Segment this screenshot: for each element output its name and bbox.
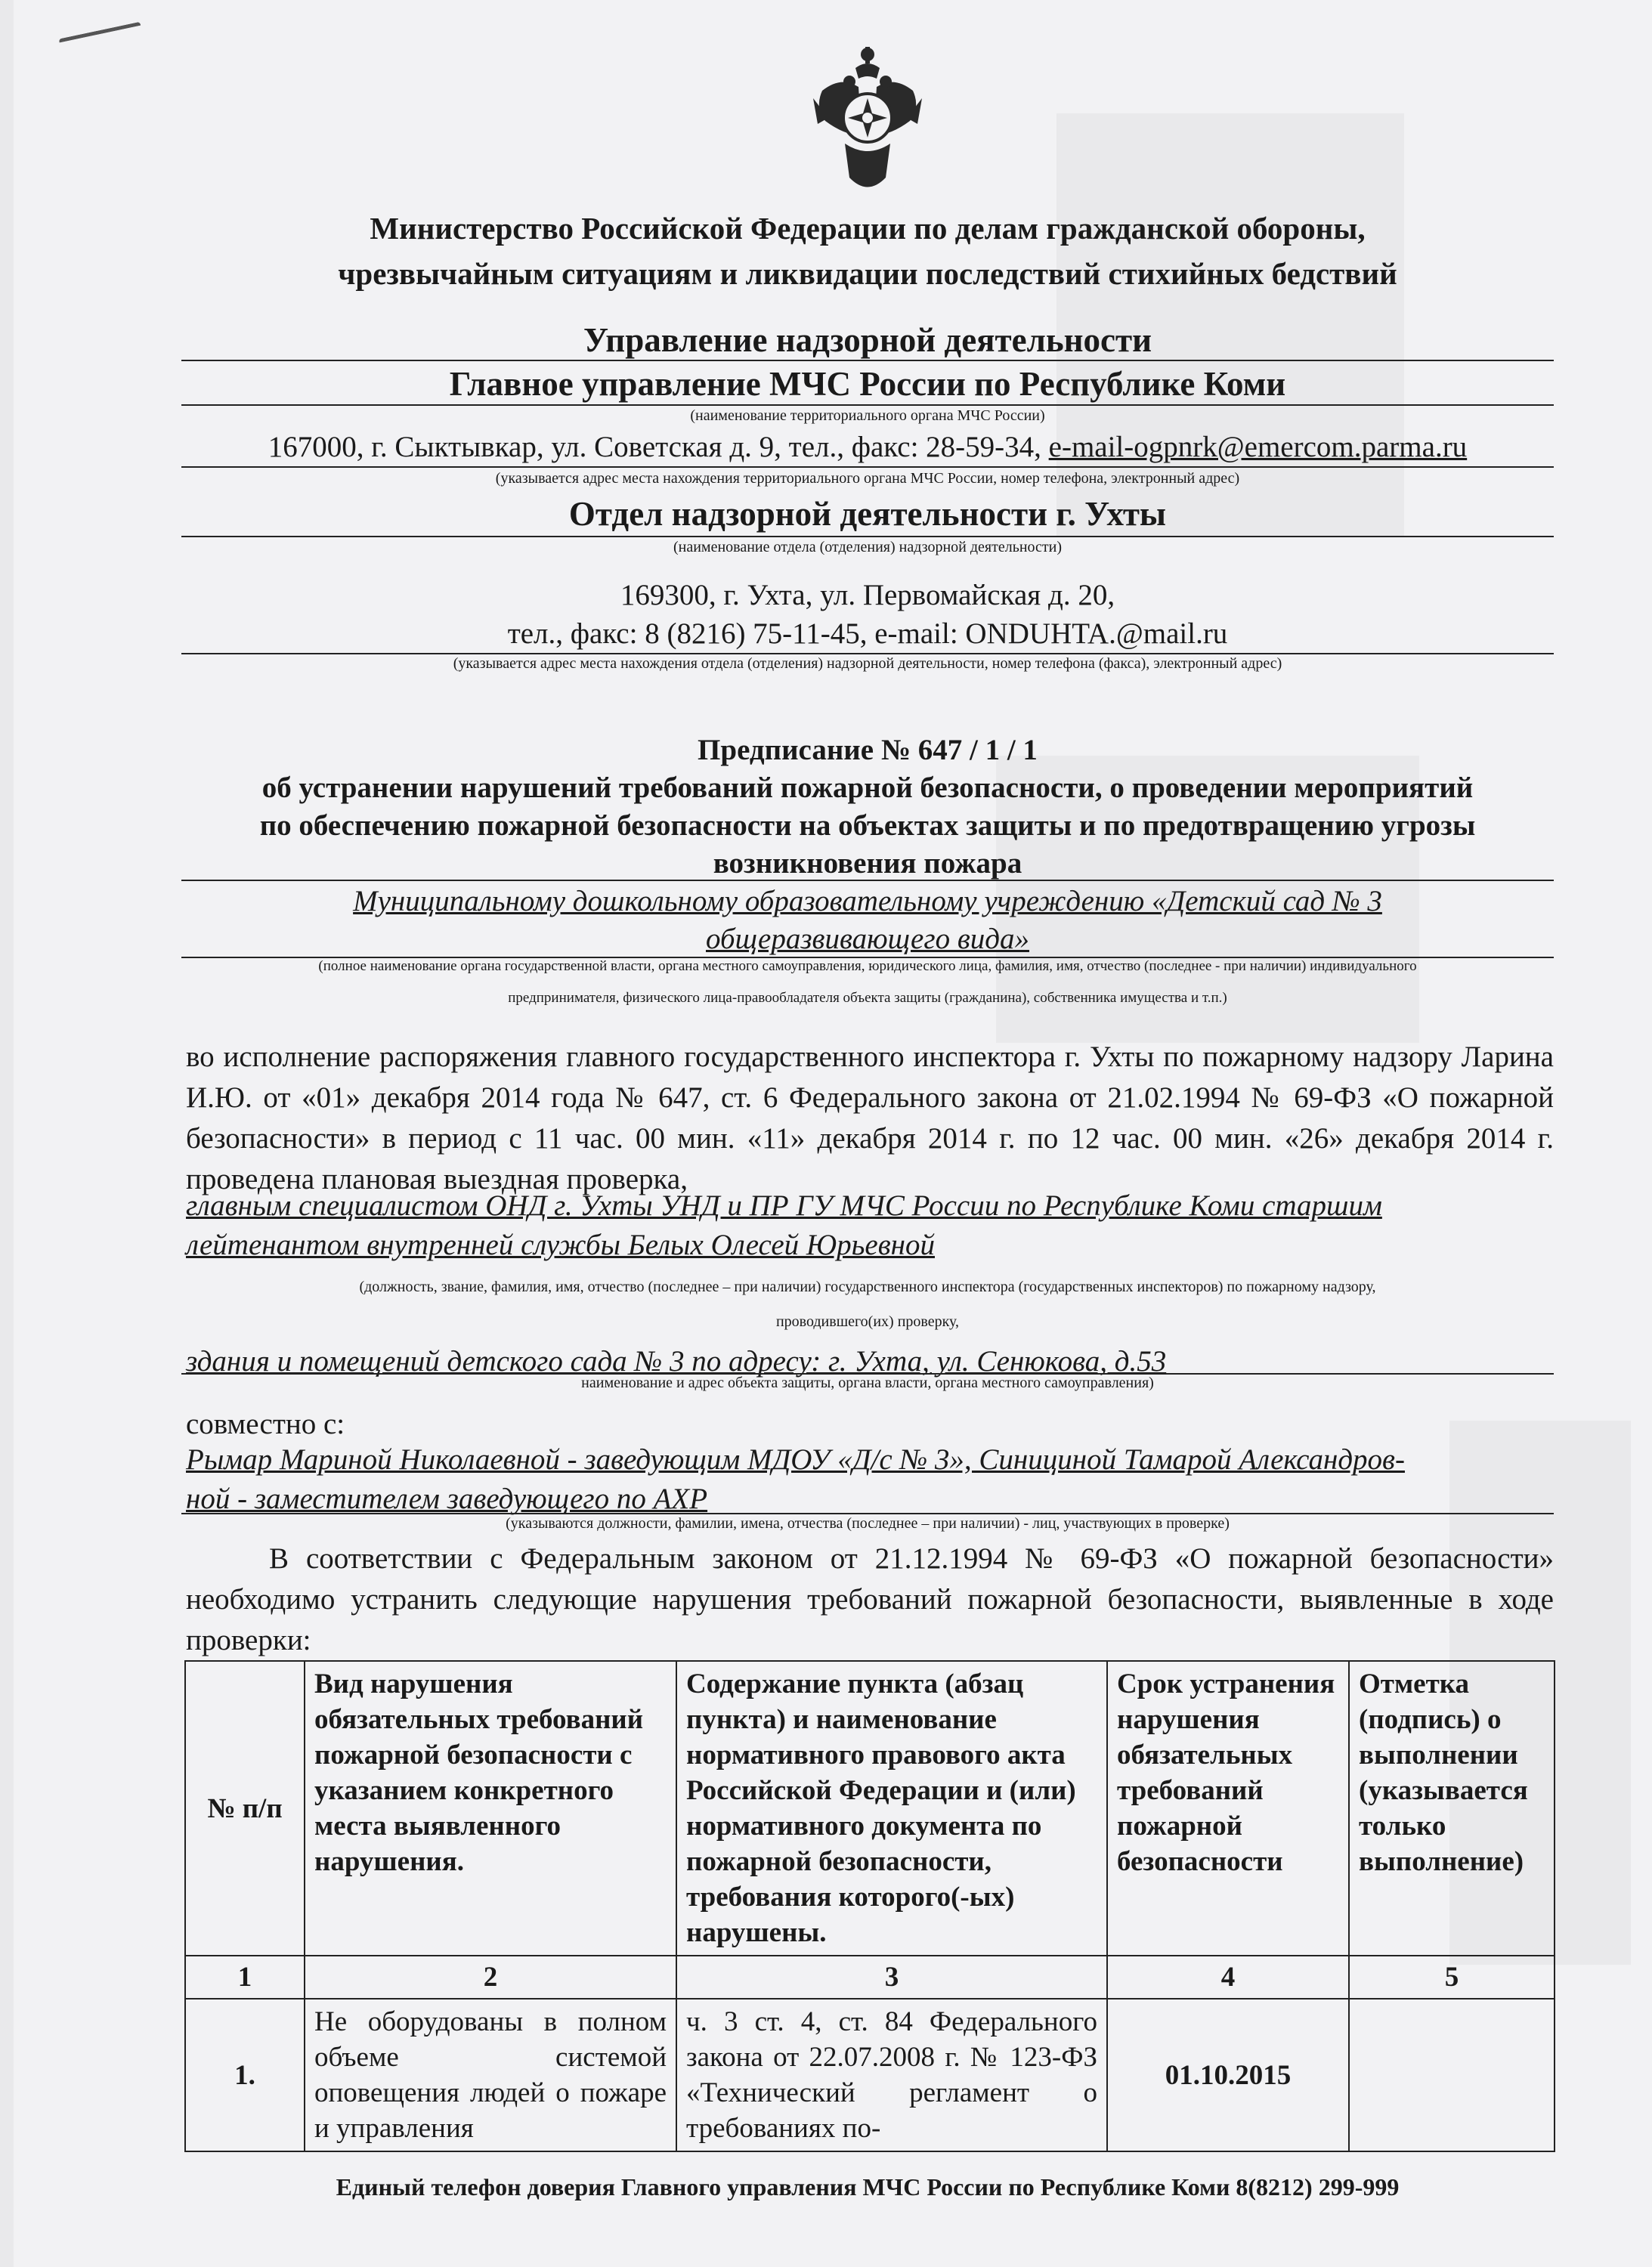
header-number: № п/п — [185, 1661, 305, 1956]
row-number: 1. — [185, 1999, 305, 2151]
department-contact-line: тел., факс: 8 (8216) 75-11-45, e-mail: ONDUHTA.@mail.ru — [507, 617, 1228, 650]
caption-line: предпринимателя, физического лица-правообладателя объекта защиты (гражданина), собственника имущества и т.п.) — [508, 990, 1227, 1006]
divider — [181, 536, 1554, 537]
field-caption: (указывается адрес места нахождения территориального органа МЧС России, номер телефона, электронный адрес) — [495, 470, 1240, 487]
ministry-name — [180, 206, 1555, 296]
violations-table — [184, 1660, 1555, 2152]
header-mark: Отметка (подпись) о выполнении (указывается только выполнение) — [1349, 1661, 1555, 1956]
table-row — [185, 1999, 1555, 2151]
header-violation: Вид нарушения обязательных требований пожарной безопасности с указанием конкретного места выявленного нарушения. — [305, 1661, 676, 1956]
inspected-object: здания и помещений детского сада № 3 по адресу: г. Ухта, ул. Сенюкова, д.53 — [186, 1345, 1167, 1378]
field-caption: (наименование территориального органа МЧС России) — [690, 407, 1045, 424]
subtitle-line: возникновения пожара — [713, 847, 1022, 880]
department-title: Отдел надзорной деятельности г. Ухты — [568, 495, 1167, 533]
ministry-line: Министерство Российской Федерации по делам гражданской обороны, — [370, 211, 1366, 246]
table-header-row — [185, 1661, 1555, 1956]
basis-paragraph: во исполнение распоряжения главного государственного инспектора г. Ухты по пожарному надзору Ларина И.Ю. от «01» декабря 2014 года № 647, ст. 6 Федерального закона от 21.02.1994 № 69-ФЗ «О пожарной безопасности» в период с 11 час. 00 мин. «11» декабря 2014 г. по 12 час. 00 мин. «26» декабря 2014 г. проведена плановая выездная проверка, — [186, 1041, 1554, 1195]
header-norm: Содержание пункта (абзац пункта) и наименование нормативного правового акта Российской Федерации и (или) нормативного документа по пожарной безопасности, требования которого(-ых) нарушены. — [676, 1661, 1107, 1956]
divider — [181, 360, 1554, 361]
inspector-caption — [180, 1270, 1555, 1339]
main-address — [180, 429, 1555, 465]
recipient-caption — [165, 951, 1570, 1014]
participants — [186, 1440, 1554, 1519]
inspector — [186, 1186, 1554, 1265]
divider — [181, 466, 1554, 468]
main-address-text: 167000, г. Сыктывкар, ул. Советская д. 9, тел., факс: 28-59-34, — [268, 431, 1049, 463]
column-number-row — [185, 1956, 1555, 1999]
pen-mark — [59, 22, 143, 51]
inspector-line: главным специалистом ОНД г. Ухты УНД и ПР ГУ МЧС России по Республике Коми старшим — [186, 1189, 1382, 1222]
column-number: 3 — [676, 1956, 1107, 1999]
violation-cell: Не оборудованы в полном объеме системой оповещения людей о пожаре и управления — [305, 1999, 676, 2151]
column-number: 1 — [185, 1956, 305, 1999]
subtitle-line: об устранении нарушений требований пожарной безопасности, о проведении мероприятий — [261, 772, 1474, 804]
norm-cell: ч. 3 ст. 4, ст. 84 Федерального закона от 22.07.2008 г. № 123-ФЗ «Технический регламент о требованиях по- — [676, 1999, 1107, 2151]
mark-cell — [1349, 1999, 1555, 2151]
column-number: 4 — [1107, 1956, 1349, 1999]
trust-hotline-footer: Единый телефон доверия Главного управления МЧС России по Республике Коми 8(8212) 299-999 — [336, 2173, 1400, 2201]
prescription-title: Предписание № 647 / 1 / 1 — [698, 734, 1038, 766]
ministry-line: чрезвычайным ситуациям и ликвидации последствий стихийных бедствий — [338, 256, 1397, 291]
field-caption: (наименование отдела (отделения) надзорной деятельности) — [673, 539, 1063, 555]
deadline-cell: 01.10.2015 — [1107, 1999, 1349, 2151]
caption-line: проводившего(их) проверку, — [775, 1313, 960, 1330]
prescription-subtitle — [180, 769, 1555, 883]
emercom-emblem-icon — [807, 45, 928, 200]
field-caption: (указывается адрес места нахождения отдела (отделения) надзорной деятельности, номер телефона (факса), электронный адрес) — [453, 655, 1282, 672]
field-caption: (указываются должности, фамилии, имена, отчества (последнее – при наличии) - лиц, участвующих в проверке) — [506, 1515, 1230, 1532]
field-caption: наименование и адрес объекта защиты, органа власти, органа местного самоуправления) — [581, 1375, 1154, 1391]
directorate-title: Управление надзорной деятельности — [583, 321, 1152, 359]
recipient — [180, 883, 1555, 958]
header-deadline: Срок устранения нарушения обязательных требований пожарной безопасности — [1107, 1661, 1349, 1956]
subtitle-line: по обеспечению пожарной безопасности на объектах защиты и по предотвращению угрозы — [259, 809, 1476, 842]
column-number: 2 — [305, 1956, 676, 1999]
document-page — [14, 0, 1652, 2267]
main-email-link[interactable]: e-mail-ogpnrk@emercom.parma.ru — [1048, 431, 1468, 463]
recipient-line: общеразвивающего вида» — [706, 923, 1029, 955]
caption-line: (должность, звание, фамилия, имя, отчество (последнее – при наличии) государственного инспектора (государственных инспекторов) по пожарному надзору, — [359, 1279, 1376, 1295]
caption-line: (полное наименование органа государственной власти, органа местного самоуправления, юридического лица, фамилия, имя, отчество (последнее - при наличии) индивидуального — [318, 958, 1417, 974]
participant-line: Рымар Мариной Николаевной - заведующим МДОУ «Д/с № 3», Синициной Тамарой Александров- — [186, 1443, 1405, 1476]
jointly-label: совместно с: — [186, 1408, 345, 1440]
column-number: 5 — [1349, 1956, 1555, 1999]
recipient-line: Муниципальному дошкольному образовательному учреждению «Детский сад № 3 — [353, 885, 1382, 917]
department-address-line: 169300, г. Ухта, ул. Первомайская д. 20, — [620, 579, 1115, 611]
participant-line: ной - заместителем заведующего по АХР — [186, 1483, 708, 1515]
divider — [181, 880, 1554, 881]
law-paragraph: В соответствии с Федеральным законом от 21.12.1994 № 69-ФЗ «О пожарной безопасности» необходимо устранить следующие нарушения требований пожарной безопасности, выявленные в ходе проверки: — [186, 1542, 1554, 1656]
divider — [181, 404, 1554, 406]
inspector-line: лейтенантом внутренней службы Белых Олесей Юрьевной — [186, 1229, 935, 1261]
main-directorate-title: Главное управление МЧС России по Республике Коми — [449, 365, 1286, 403]
